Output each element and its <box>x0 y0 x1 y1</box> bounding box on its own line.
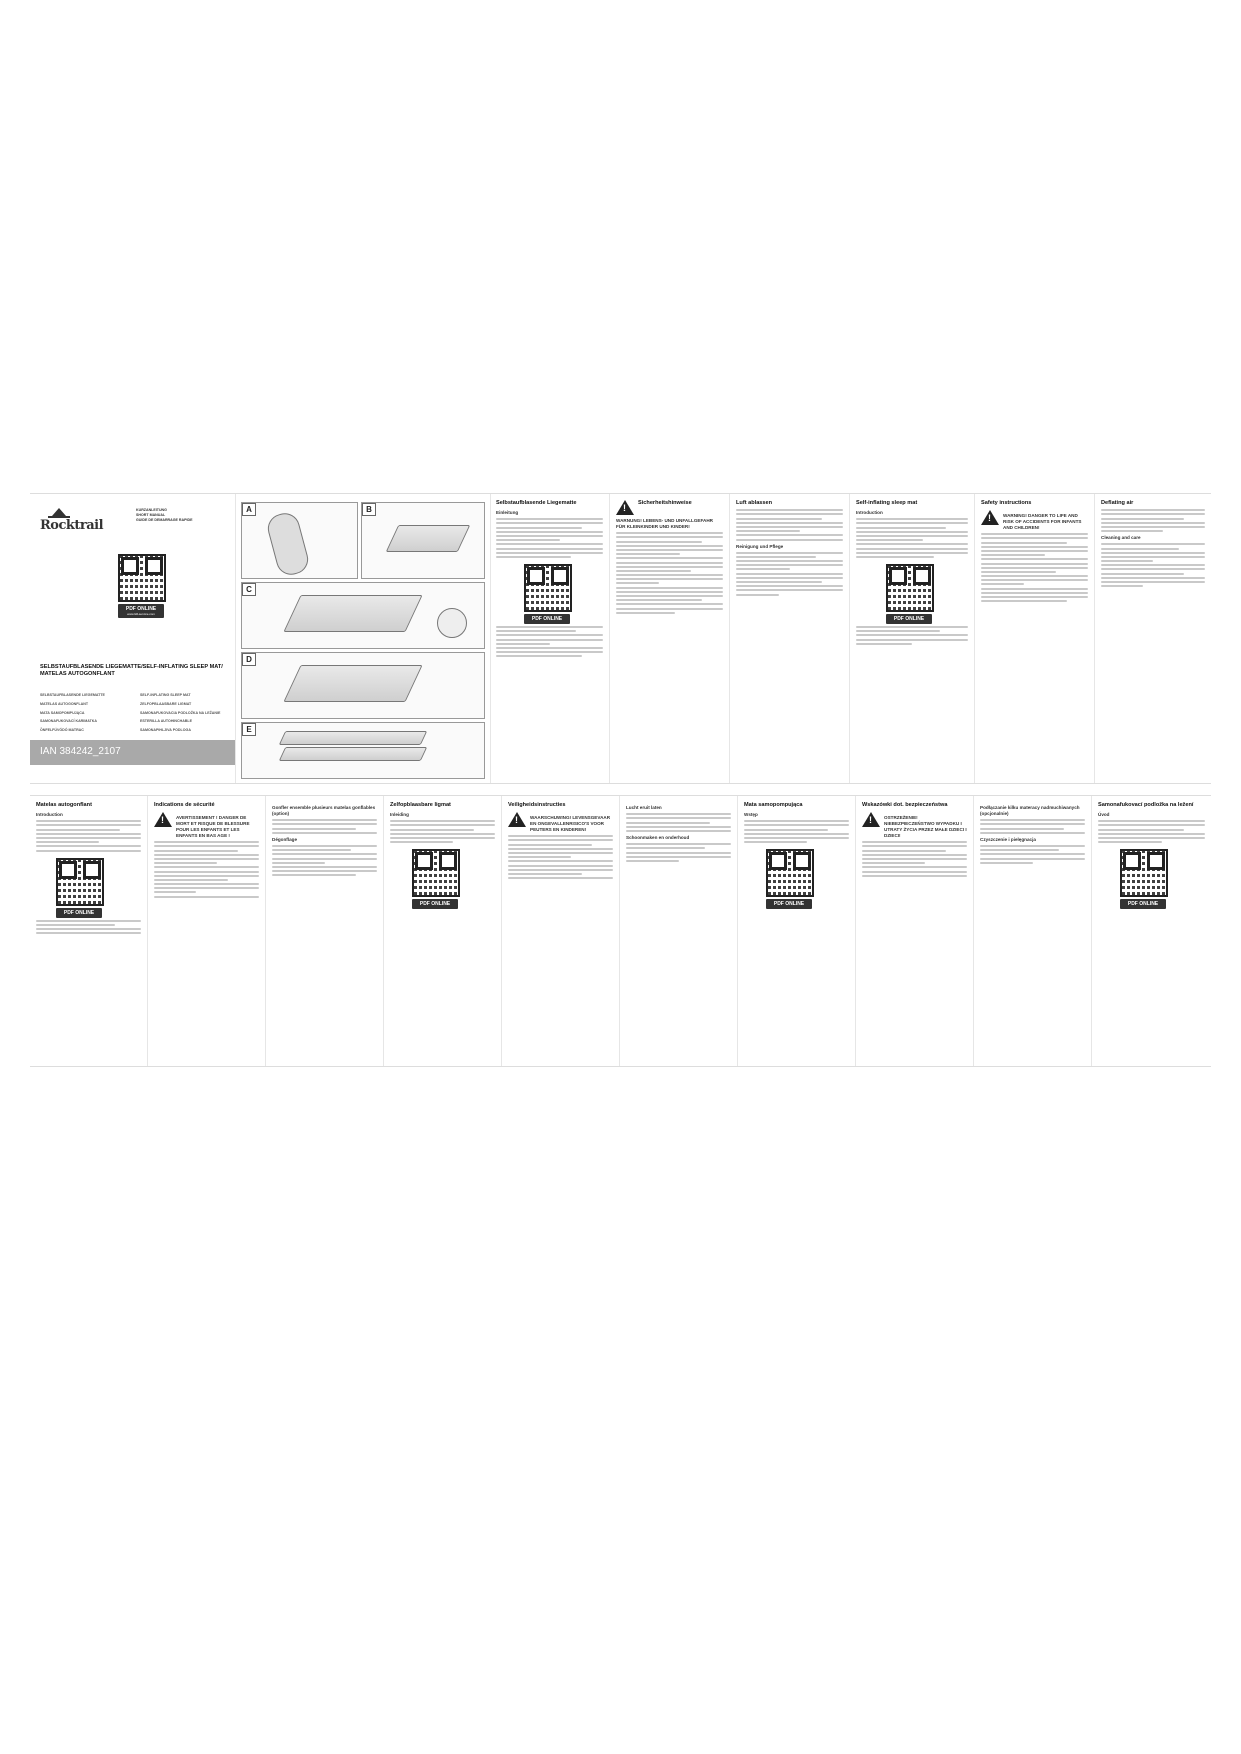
warning-icon: ! <box>508 812 526 827</box>
short-manual-fr: GUIDE DE DEMARRAGE RAPIDE <box>136 517 193 522</box>
short-manual-en: SHORT MANUAL <box>136 512 166 517</box>
cover-title: SELBSTAUFBLASENDE LIEGEMATTE/SELF-INFLATING SLEEP MAT/ MATELAS AUTOGONFLANT <box>40 664 223 677</box>
warning-icon: ! <box>981 510 999 525</box>
section-subheading: Introduction <box>856 510 883 515</box>
short-manual-de: KURZANLEITUNG <box>136 508 167 512</box>
section-subheading: Dégonflage <box>272 836 298 842</box>
qr-code <box>412 849 460 897</box>
warning-icon: ! <box>616 500 634 515</box>
section-heading: Wskazówki dot. bezpieczeństwa <box>862 802 948 808</box>
section-heading: Veiligheidsinstructies <box>508 802 566 808</box>
section-heading: Sicherheitshinweise <box>638 500 692 506</box>
brand-logo <box>40 508 103 533</box>
pdf-online-badge: PDF ONLINE <box>56 908 102 918</box>
bottom-sheet <box>30 795 1211 1067</box>
figure-b: B <box>361 502 485 579</box>
lang-item: ÖNFELFÚVÓDÓ MATRAC <box>40 728 84 733</box>
figure-a: A <box>241 502 358 579</box>
text-column-en-1 <box>850 494 975 783</box>
short-manual-list <box>136 508 226 522</box>
text-column-fr-1 <box>30 796 148 1066</box>
section-subheading: AVERTISSEMENT ! DANGER DE MORT ET RISQUE DE BLESSURE POUR LES ENFANTS ET LES ENFANTS EN BAS AGE ! <box>176 815 250 838</box>
lang-item: SAMONAPIHLJIVA PODLOGA <box>140 728 191 733</box>
figures-panel <box>235 494 491 783</box>
section-subheading: Reinigung und Pflege <box>736 543 784 549</box>
lang-item: ESTERILLA AUTOHINCHABLE <box>140 719 192 724</box>
figure-d: D <box>241 652 485 719</box>
cover-panel <box>30 494 236 783</box>
qr-code <box>524 564 572 612</box>
text-column-pl-2 <box>856 796 974 1066</box>
cover-qr-block <box>118 554 166 618</box>
lang-item: SAMONAFUKOVACIA PODLOŽKA NA LEŽANIE <box>140 710 221 715</box>
text-column-nl-3 <box>620 796 738 1066</box>
lang-item: ZELFOPBLAASBARE LIGMAT <box>140 701 192 706</box>
cover-language-list-left <box>40 689 130 733</box>
section-heading: Safety instructions <box>981 500 1032 506</box>
brand-wordmark: Rocktrail <box>40 518 104 533</box>
text-column-nl-2 <box>502 796 620 1066</box>
figure-e: E <box>241 722 485 779</box>
section-heading: Selbstaufblasende Liegematte <box>496 500 577 506</box>
text-column-de-2 <box>610 494 730 783</box>
section-heading: Self-inflating sleep mat <box>856 500 918 506</box>
section-subheading: Cleaning and care <box>1101 535 1141 541</box>
text-column-en-2 <box>975 494 1095 783</box>
lang-item: MATA SAMOPOMPUJĄCA <box>40 710 85 715</box>
qr-block <box>524 564 603 624</box>
pdf-online-badge: PDF ONLINE <box>886 614 932 624</box>
section-heading: Luft ablassen <box>736 500 773 506</box>
section-heading: Zelfopblaasbare ligmat <box>390 802 451 808</box>
section-subheading: WARNING! DANGER TO LIFE AND RISK OF ACCIDENTS FOR INFANTS AND CHILDREN! <box>1003 513 1082 530</box>
qr-block <box>766 849 849 909</box>
text-column-nl-1 <box>384 796 502 1066</box>
top-sheet <box>30 493 1211 784</box>
qr-block <box>1120 849 1205 909</box>
section-heading: Indications de sécurité <box>154 802 215 808</box>
text-column-fr-3 <box>266 796 384 1066</box>
text-column-cz-1 <box>1092 796 1211 1066</box>
text-column-de-3 <box>730 494 850 783</box>
text-column-en-3 <box>1095 494 1211 783</box>
section-heading: Lucht eruit laten <box>626 805 662 810</box>
section-heading: Mata samopompująca <box>744 802 803 808</box>
section-heading: Samonafukovací podložka na ležení <box>1098 802 1194 808</box>
section-subheading: Introduction <box>36 812 63 817</box>
section-heading: Gonfler ensemble plusieurs matelas gonflables (option) <box>272 805 376 816</box>
lang-item: SELF-INFLATING SLEEP MAT <box>140 693 191 697</box>
section-subheading: Czyszczenie i pielęgnacja <box>980 836 1036 842</box>
qr-block <box>886 564 968 624</box>
qr-code <box>886 564 934 612</box>
section-subheading: Inleiding <box>390 812 409 817</box>
pdf-online-badge: PDF ONLINE <box>524 614 570 624</box>
section-subheading: Úvod <box>1098 812 1110 817</box>
section-subheading: WAARSCHUWING! LEVENSGEVAAR EN ONGEVALLENRISICO'S VOOR PEUTERS EN KINDEREN! <box>530 815 611 832</box>
section-heading: Podłączanie kilku materacy nadmuchiwanych (opcjonalnie) <box>980 805 1080 816</box>
text-column-pl-3 <box>974 796 1092 1066</box>
section-subheading: Wstęp <box>744 812 758 817</box>
pdf-online-badge: PDF ONLINE <box>766 899 812 909</box>
qr-block <box>56 858 141 918</box>
qr-block <box>412 849 495 909</box>
warning-icon: ! <box>154 812 172 827</box>
pdf-online-badge: PDF ONLINE <box>412 899 458 909</box>
ian-number: IAN 384242_2107 <box>30 740 235 765</box>
lang-item: SAMONAFUKOVACÍ KARIMATKA <box>40 719 97 724</box>
section-subheading: WARNUNG! LEBENS- UND UNFALLGEFAHR FÜR KLEINKINDER UND KINDER! <box>616 518 713 529</box>
warning-icon: ! <box>862 812 880 827</box>
pdf-online-badge: PDF ONLINE <box>1120 899 1166 909</box>
text-column-pl-1 <box>738 796 856 1066</box>
section-subheading: Einleitung <box>496 510 519 515</box>
text-column-de-1 <box>490 494 610 783</box>
lang-item: MATELAS AUTOGONFLANT <box>40 701 89 706</box>
pdf-online-badge: PDF ONLINE www.lidl-service.com <box>118 604 164 618</box>
text-column-fr-2 <box>148 796 266 1066</box>
cover-language-list-right <box>140 689 230 733</box>
lang-item: SELBSTAUFBLASENDE LIEGEMATTE <box>40 693 105 697</box>
section-heading: Matelas autogonflant <box>36 802 92 808</box>
qr-code <box>118 554 166 602</box>
figure-c: C <box>241 582 485 649</box>
section-subheading: Schoonmaken en onderhoud <box>626 834 690 840</box>
section-subheading: OSTRZEŻENIE! NIEBEZPIECZEŃSTWO WYPADKU I UTRATY ŻYCIA PRZEZ MAŁE DZIECI I DZIECI! <box>884 815 967 838</box>
qr-code <box>766 849 814 897</box>
qr-code <box>56 858 104 906</box>
section-heading: Deflating air <box>1101 500 1134 506</box>
qr-code <box>1120 849 1168 897</box>
